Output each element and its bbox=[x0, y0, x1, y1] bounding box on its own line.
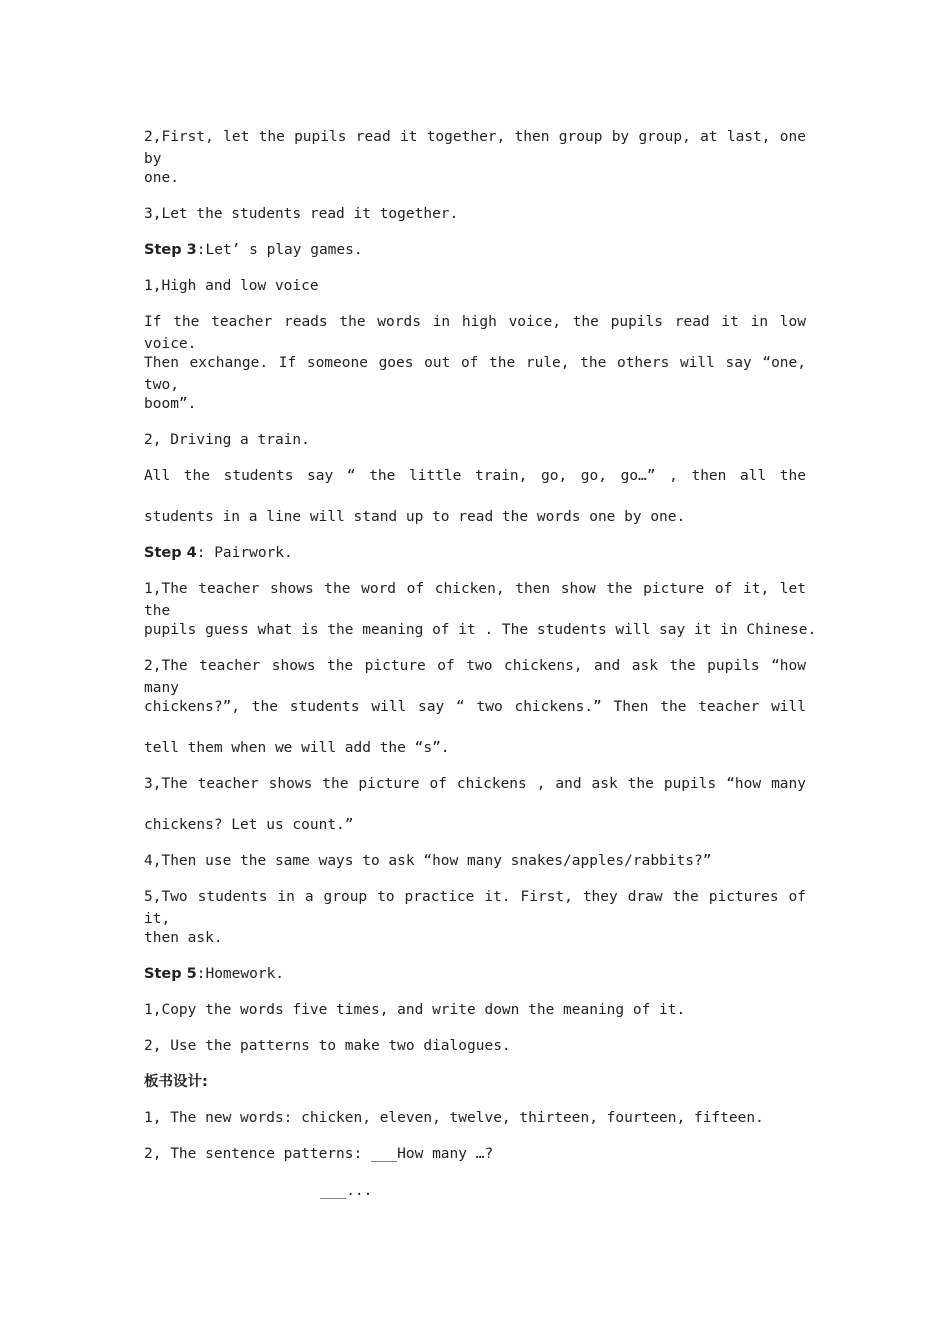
step-4-text: : Pairwork. bbox=[196, 545, 293, 561]
step-5-line bbox=[144, 963, 806, 985]
text-line: All the students say “ the little train, go, go, go…” , then all the bbox=[144, 468, 806, 484]
text-line: ___... bbox=[320, 1183, 373, 1199]
text-line: pupils guess what is the meaning of it . The students will say it in Chinese. bbox=[144, 622, 817, 638]
text-line: 1, The new words: chicken, eleven, twelve, thirteen, fourteen, fifteen. bbox=[144, 1110, 764, 1126]
step-5-text: :Homework. bbox=[196, 966, 285, 982]
step-5-label: Step 5 bbox=[144, 966, 197, 982]
text-line: 2, The sentence patterns: ___How many …? bbox=[144, 1146, 494, 1162]
text-line: students in a line will stand up to read the words one by one. bbox=[144, 509, 686, 525]
text-line: 1,Copy the words five times, and write down the meaning of it. bbox=[144, 1002, 686, 1018]
step-4-line bbox=[144, 542, 806, 564]
text-line: one. bbox=[144, 170, 179, 186]
text-line: Then exchange. If someone goes out of the rule, the others will say “one, two, bbox=[144, 355, 806, 393]
text-line: 4,Then use the same ways to ask “how many snakes/apples/rabbits?” bbox=[144, 853, 712, 869]
text-line: 2,The teacher shows the picture of two chickens, and ask the pupils “how many bbox=[144, 658, 806, 696]
step-3-line bbox=[144, 239, 806, 261]
text-line: chickens?”, the students will say “ two chickens.” Then the teacher will bbox=[144, 699, 806, 715]
text-line: 2, Driving a train. bbox=[144, 432, 310, 448]
step-4-label: Step 4 bbox=[144, 545, 197, 561]
text-line: 2, Use the patterns to make two dialogues. bbox=[144, 1038, 511, 1054]
text-line: If the teacher reads the words in high voice, the pupils read it in low voice. bbox=[144, 314, 806, 352]
text-line: boom”. bbox=[144, 396, 197, 412]
step-3-label: Step 3 bbox=[144, 242, 197, 258]
text-line: 3,Let the students read it together. bbox=[144, 206, 459, 222]
text-line: 2,First, let the pupils read it together, then group by group, at last, one by bbox=[144, 129, 806, 167]
text-line: 3,The teacher shows the picture of chickens , and ask the pupils “how many bbox=[144, 776, 806, 792]
board-design-heading: 板书设计: bbox=[144, 1074, 208, 1090]
text-line: chickens? Let us count.” bbox=[144, 817, 354, 833]
step-3-text: :Let’ s play games. bbox=[196, 242, 363, 258]
text-line: tell them when we will add the “s”. bbox=[144, 740, 450, 756]
text-line: 1,High and low voice bbox=[144, 278, 319, 294]
text-line: 5,Two students in a group to practice it. First, they draw the pictures of it, bbox=[144, 889, 806, 927]
text-line: then ask. bbox=[144, 930, 223, 946]
text-line: 1,The teacher shows the word of chicken, then show the picture of it, let the bbox=[144, 581, 806, 619]
